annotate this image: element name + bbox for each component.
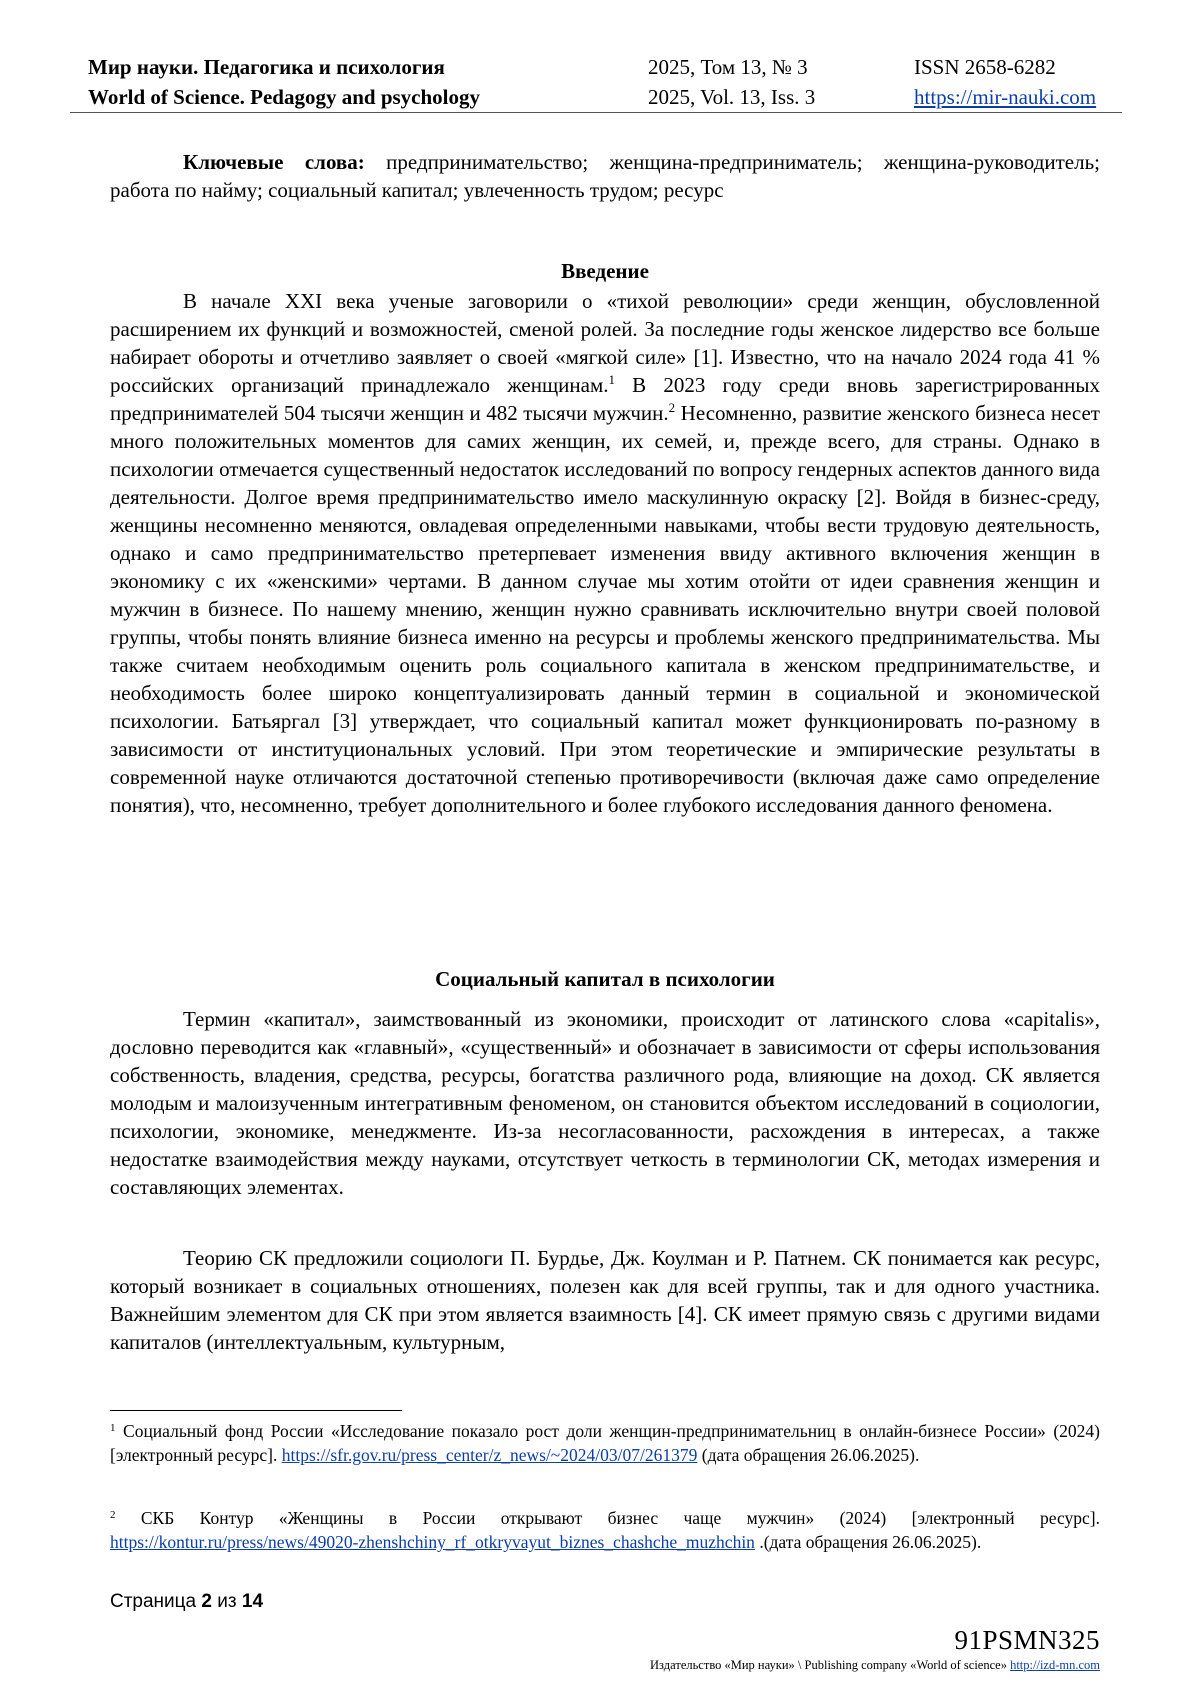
publisher-line <box>650 1657 1100 1673</box>
keywords-text: предпринимательство; женщина-предприниматель; женщина-руководитель; работа по найму; социальный капитал; увлеченность трудом; ресурс <box>110 150 1101 202</box>
footnote-link-1[interactable]: https://sfr.gov.ru/press_center/z_news/~2024/03/07/261379 <box>281 1445 698 1465</box>
footnote-ref-1[interactable]: 1 <box>608 372 615 387</box>
keywords-paragraph <box>110 148 1100 204</box>
footnote-mark-2: 2 <box>110 1509 116 1521</box>
intro-paragraph <box>110 287 1100 819</box>
footnote-ref-2[interactable]: 2 <box>668 400 676 415</box>
intro-text-3: Несомненно, развитие женского бизнеса несет много положительных моментов для самих женщин, их семей, и, прежде всего, для страны. Однако в психологии отмечается существенный недостаток исследований по вопросу гендерных аспектов данного вида деятельности. Долгое время предпринимательство имело маскулинную окраску [2]. Войдя в бизнес-среду, женщины несомненно меняются, овладевая определенными навыками, чтобы вести трудовую деятельность, однако и само предпринимательство претерпевает изменения ввиду активного включения женщин в экономику с их «женскими» чертами. В данном случае мы хотим отойти от идеи сравнения женщин и мужчин в бизнесе. По нашему мнению, женщин нужно сравнивать исключительно внутри своей половой группы, чтобы понять влияние бизнеса именно на ресурсы и проблемы женского предпринимательства. Мы также считаем необходимым оценить роль социального капитала в женском предпринимательстве, и необходимость более широко концептуализировать данный термин в социальной и экономической психологии. Батьяргал [3] утверждает, что социальный капитал может функционировать по-разному в зависимости от институциональных условий. При этом теоретические и эмпирические результаты в современной науке отличаются достаточной степенью противоречивости (включая даже само определение понятия), что, несомненно, требует дополнительного и более глубокого исследования данного феномена. <box>110 401 1100 817</box>
page-number <box>110 1589 263 1615</box>
issn: ISSN 2658-6282 <box>914 55 1056 79</box>
footnote-text-2: СКБ Контур «Женщины в России открывают бизнес чаще мужчин» (2024) [электронный ресурс]. <box>115 1508 1100 1528</box>
section-heading-social-capital: Социальный капитал в психологии <box>435 967 775 991</box>
footnote-link-2[interactable]: https://kontur.ru/press/news/49020-zhenshchiny_rf_otkryvayut_biznes_chashche_muzhchin <box>110 1532 755 1552</box>
footnote-mark-1: 1 <box>110 1422 116 1434</box>
header-divider <box>70 112 1122 113</box>
keywords-label: Ключевые слова: <box>183 150 365 174</box>
footnote-tail-2: .(дата обращения 26.06.2025). <box>754 1532 982 1552</box>
publisher-text: Издательство «Мир науки» \ Publishing company «World of science» <box>650 1658 1011 1672</box>
social-capital-paragraph-2: Теорию СК предложили социологи П. Бурдье, Дж. Коулман и Р. Патнем. СК понимается как ресурс, который возникает в социальных отношениях, полезен как для всей группы, так и для одного участника. Важнейшим элементом для СК при этом является взаимность [4]. СК имеет прямую связь с другими видами капиталов (интеллектуальным, культурным, <box>110 1246 1100 1354</box>
footnote-2 <box>110 1506 1100 1554</box>
issue-en: 2025, Vol. 13, Iss. 3 <box>648 85 816 109</box>
journal-site-link[interactable]: https://mir-nauki.com <box>914 85 1097 109</box>
page-current: 2 <box>201 1591 212 1612</box>
publisher-link[interactable]: http://izd-mn.com <box>1010 1658 1100 1672</box>
article-code: 91PSMN325 <box>954 1625 1100 1655</box>
section-heading-intro: Введение <box>561 259 649 283</box>
intro-text-1: В начале XXI века ученые заговорили о «тихой революции» среди женщин, обусловленной расширением их функций и возможностей, сменой ролей. За последние годы женское лидерство все больше набирает обороты и отчетливо заявляет о своей «мягкой силе» [1]. Известно, что на начало 2024 года 41 % российских организаций принадлежало женщинам. <box>110 289 1100 397</box>
issue-info <box>648 52 815 112</box>
issue-ru: 2025, Том 13, № 3 <box>648 55 808 79</box>
social-capital-paragraph-1: Термин «капитал», заимствованный из экономики, происходит от латинского слова «capitalis», дословно переводится как «главный», «существенный» и обозначает в зависимости от сферы использования собственность, владения, средства, ресурсы, богатства различного рода, влияющие на доход. СК является молодым и малоизученным интегративным феноменом, он становится объектом исследований в социологии, психологии, экономике, менеджменте. Из-за несогласованности, расхождения в интересах, а также недостатке взаимодействия между науками, отсутствует четкость в терминологии СК, методах измерения и составляющих элементах. <box>110 1007 1100 1199</box>
page-separator: из <box>211 1591 242 1612</box>
footnote-divider <box>110 1410 402 1411</box>
page-total: 14 <box>241 1591 264 1612</box>
issn-block <box>914 52 1096 112</box>
footnote-text-1: Социальный фонд России «Исследование показало рост доли женщин-предпринимательниц в онлайн-бизнесе России» (2024) [электронный ресурс]. <box>110 1421 1100 1465</box>
journal-title-ru: Мир науки. Педагогика и психология <box>88 55 445 79</box>
journal-title-en: World of Science. Pedagogy and psychology <box>88 85 481 109</box>
journal-title <box>88 52 480 112</box>
intro-text-2: В 2023 году среди вновь зарегистрированных предпринимателей 504 тысячи женщин и 482 тысячи мужчин. <box>110 373 1100 425</box>
footnote-1 <box>110 1419 1100 1467</box>
footnote-tail-1: (дата обращения 26.06.2025). <box>697 1445 920 1465</box>
page-prefix: Страница <box>110 1591 202 1612</box>
